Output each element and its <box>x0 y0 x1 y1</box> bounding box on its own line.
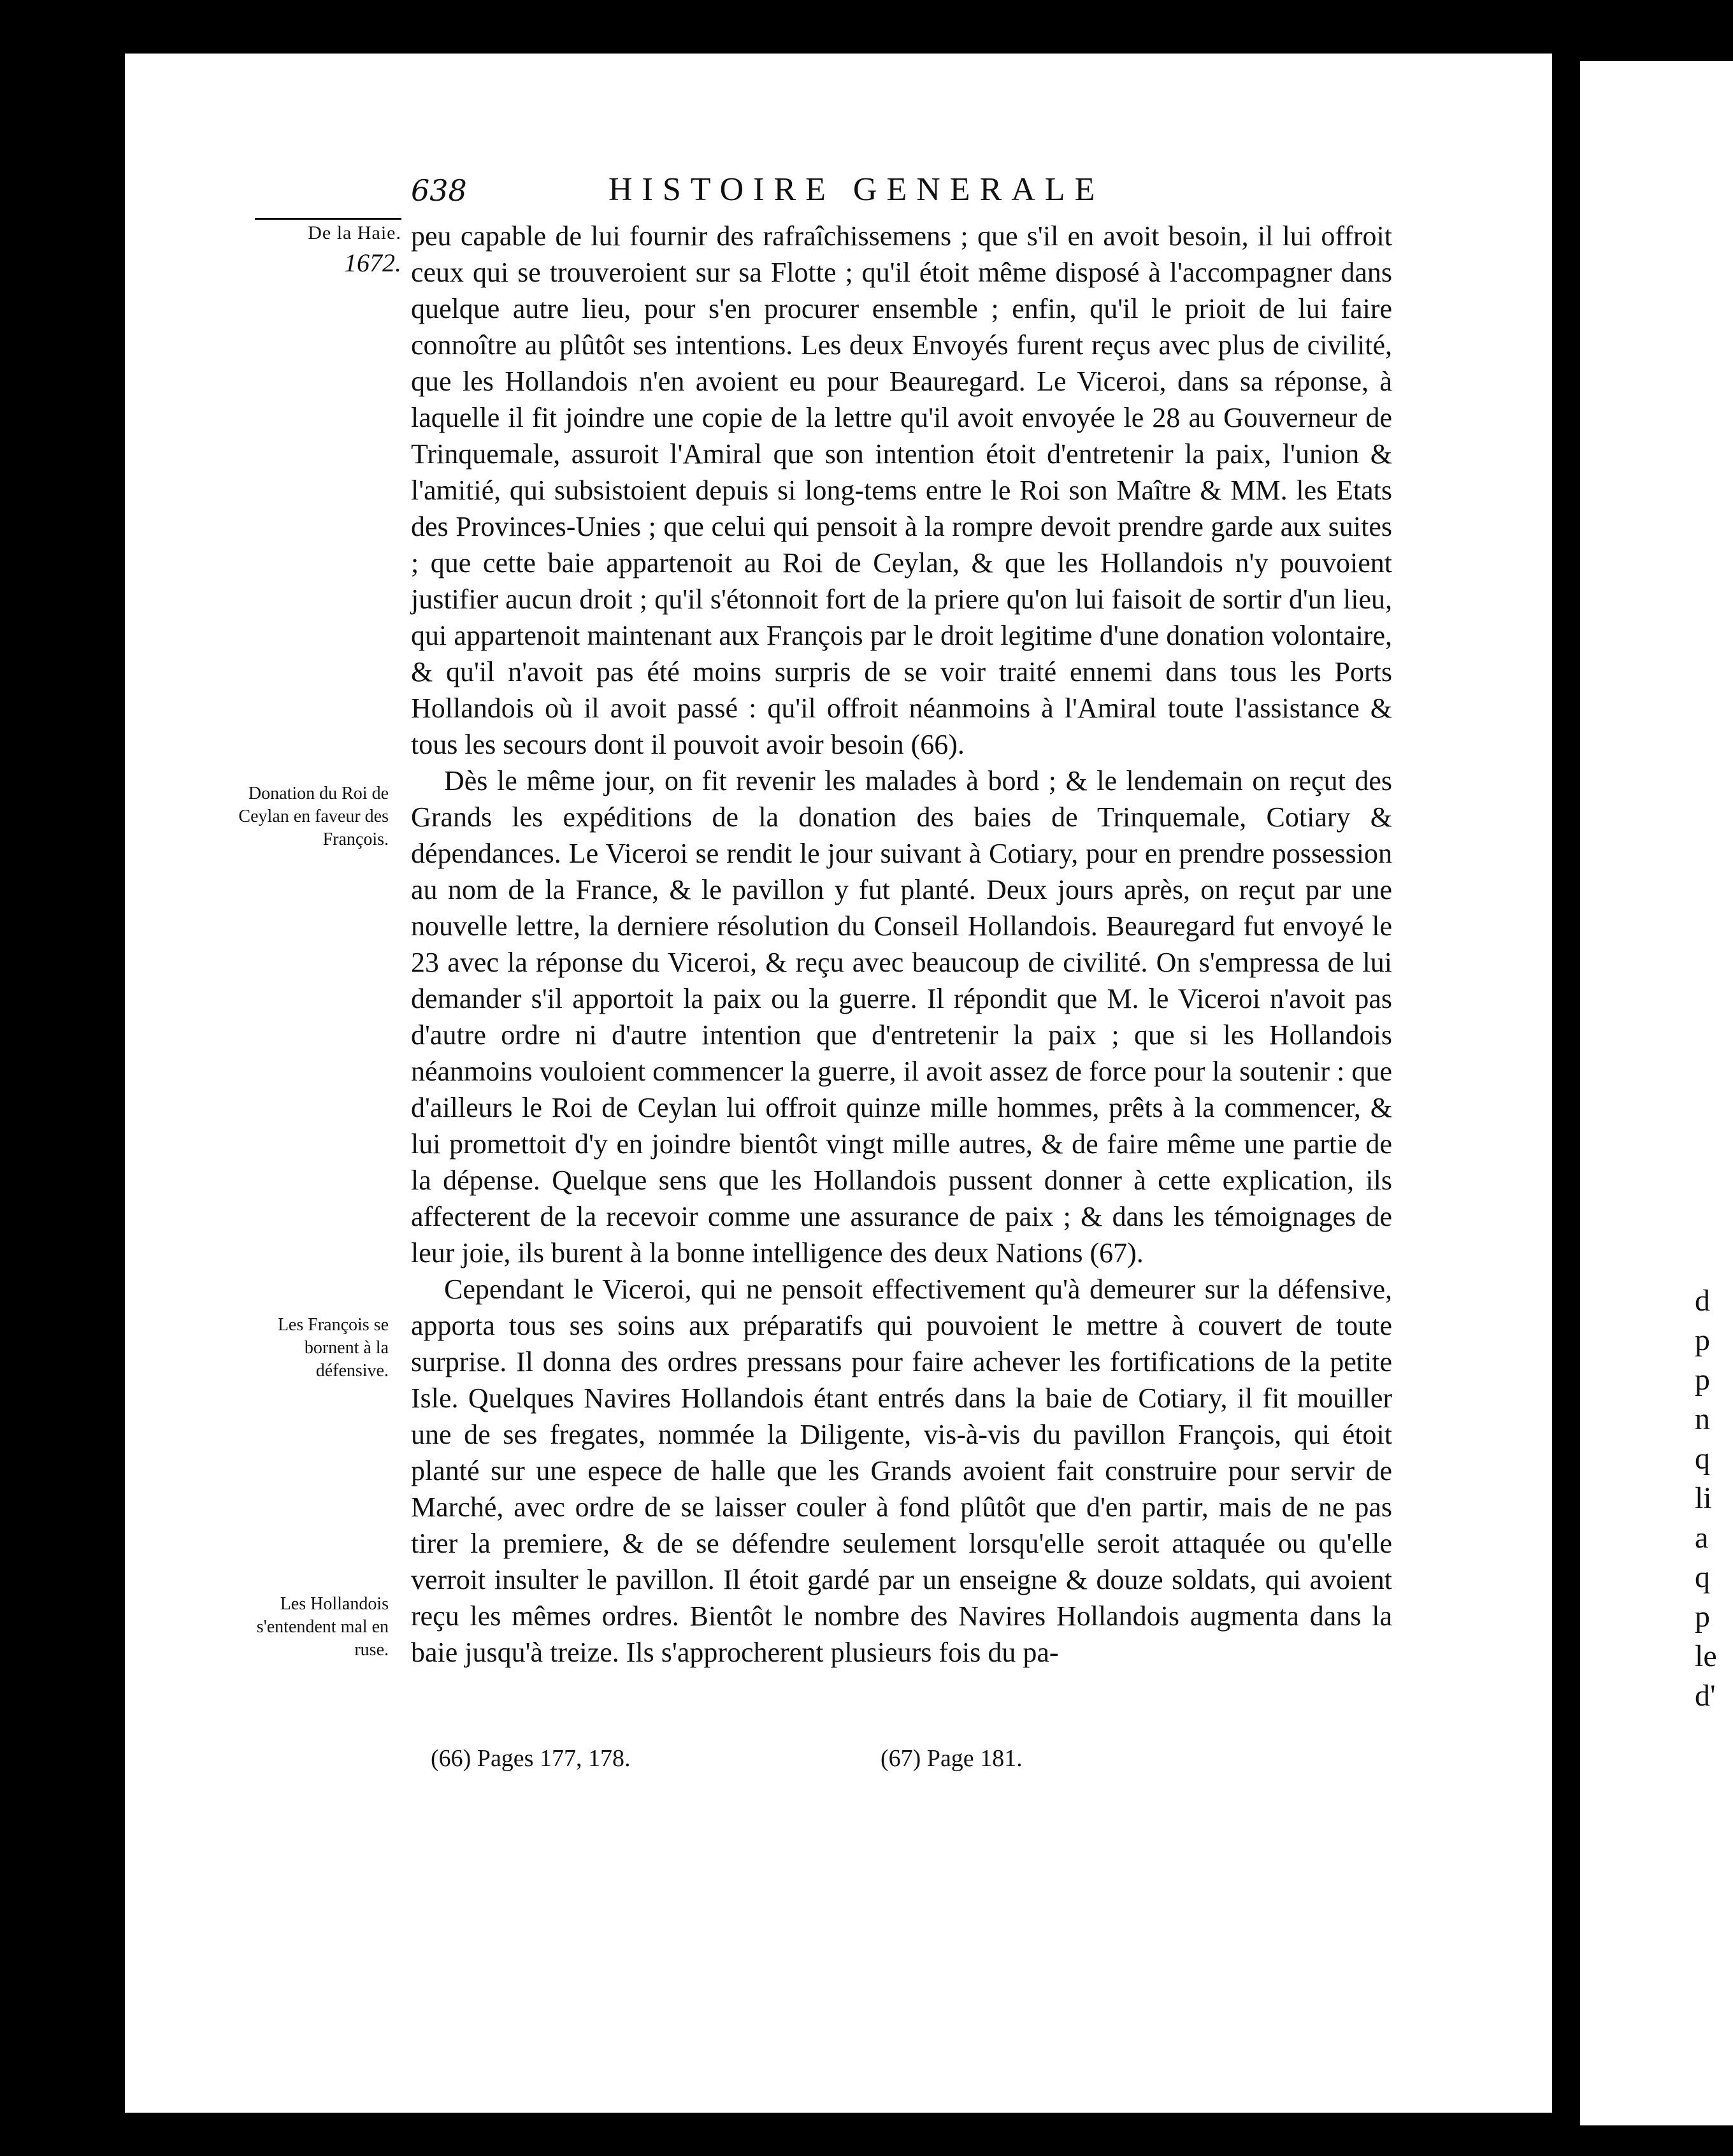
facing-page-fragment: d' <box>1695 1679 1716 1713</box>
facing-page-fragment: p <box>1695 1600 1710 1634</box>
facing-page-fragment: q <box>1695 1442 1710 1476</box>
facing-page-fragment: q <box>1695 1560 1710 1594</box>
running-title: HISTOIRE GENERALE <box>608 171 1105 208</box>
facing-page-edge <box>1580 61 1733 2125</box>
margin-author: De la Haie. <box>255 218 401 244</box>
sidenote-donation: Donation du Roi de Ceylan en faveur des François. <box>238 784 389 849</box>
margin-year: 1672. <box>344 248 401 277</box>
sidenote-hollandois: Les Hollandois s'entendent mal en ruse. <box>256 1594 389 1660</box>
facing-page-fragment: le <box>1695 1639 1717 1673</box>
page-number: 638 <box>411 173 467 208</box>
margin-heading <box>255 218 401 278</box>
facing-page-fragment: li <box>1695 1481 1712 1515</box>
footnotes <box>431 1744 1132 1783</box>
running-header <box>411 171 1392 210</box>
facing-page-fragment: n <box>1695 1402 1710 1436</box>
sidenote-defensive: Les François se bornent à la défensive. <box>277 1315 389 1381</box>
facing-page-fragment: a <box>1695 1521 1709 1555</box>
paragraph: Cependant le Viceroi, qui ne pensoit effectivement qu'à demeurer sur la défensive, apporta tous ses soins aux préparatifs qui pouvoient le mettre à couvert de toute surprise. Il donna des ordres pressans pour faire achever les fortifications de la petite Isle. Quelques Navires Hollandois étant entrés dans la baie de Cotiary, il fit mouiller une de ses fregates, nommée la Diligente, vis-à-vis du pavillon François, qui étoit planté sur une espece de halle que les Grands avoient fait construire pour servir de Marché, avec ordre de se laisser couler à fond plûtôt que d'en partir, mais de ne pas tirer la premiere, & de se défendre seulement lorsqu'elle seroit attaquée ou qu'elle verroit insulter le pavillon. Il étoit gardé par un enseigne & douze soldats, qui avoient reçu les mêmes ordres. Bientôt le nombre des Navires Hollandois augmenta dans la baie jusqu'à treize. Ils s'approcherent plusieurs fois du pa- <box>411 1274 1392 1668</box>
paragraph: Dès le même jour, on fit revenir les malades à bord ; & le lendemain on reçut des Grands les expéditions de la donation des baies de Trinquemale, Cotiary & dépendances. Le Viceroi se rendit le jour suivant à Cotiary, pour en prendre possession au nom de la France, & le pavillon y fut planté. Deux jours après, on reçut par une nouvelle lettre, la derniere résolution du Conseil Hollandois. Beauregard fut envoyé le 23 avec la réponse du Viceroi, & reçu avec beaucoup de civilité. On s'empressa de lui demander s'il apportoit la paix ou la guerre. Il répondit que M. le Viceroi n'avoit pas d'autre ordre ni d'autre intention que d'entretenir la paix ; que si les Hollandois néanmoins vouloient commencer la guerre, il avoit assez de force pour la soutenir : que d'ailleurs le Roi de Ceylan lui offroit quinze mille hommes, prêts à la commencer, & lui promettoit d'y en joindre bientôt vingt mille autres, & de faire même une partie de la dépense. Quelque sens que les Hollandois pussent donner à cette explication, ils affecterent de la recevoir comme une assurance de paix ; & dans les témoignages de leur joie, ils burent à la bonne intelligence des deux Nations (67). <box>411 765 1392 1268</box>
facing-page-fragment: d <box>1695 1284 1710 1318</box>
facing-page-fragment: p <box>1695 1363 1710 1397</box>
facing-page-fragment: p <box>1695 1323 1710 1357</box>
paragraph: peu capable de lui fournir des rafraîchissemens ; que s'il en avoit besoin, il lui offroit ceux qui se trouveroient sur sa Flotte ; qu'il étoit même disposé à l'accompagner dans quelque autre lieu, pour s'en procurer ensemble ; enfin, qu'il le prioit de lui faire connoître au plûtôt ses intentions. Les deux Envoyés furent reçus avec plus de civilité, que les Hollandois n'en avoient eu pour Beauregard. Le Viceroi, dans sa réponse, à laquelle il fit joindre une copie de la lettre qu'il avoit envoyée le 28 au Gouverneur de Trinquemale, assuroit l'Amiral que son intention étoit d'entretenir la paix, l'union & l'amitié, qui subsistoient depuis si long-tems entre le Roi son Maître & MM. les Etats des Provinces-Unies ; que celui qui pensoit à la rompre devoit prendre garde aux suites ; que cette baie appartenoit au Roi de Ceylan, & que les Hollandois n'y pouvoient justifier aucun droit ; qu'il s'étonnoit fort de la priere qu'on lui faisoit de sortir d'un lieu, qui appartenoit maintenant aux François par le droit legitime d'une donation volontaire, & qu'il n'avoit pas été moins surpris de se voir traité ennemi dans tous les Ports Hollandois où il avoit passé : qu'il offroit néanmoins à l'Amiral toute l'assistance & tous les secours dont il pouvoit avoir besoin (66). <box>411 220 1392 760</box>
footnote-66: (66) Pages 177, 178. <box>431 1745 631 1772</box>
body-text <box>411 218 1392 1671</box>
footnote-67: (67) Page 181. <box>881 1745 1023 1772</box>
